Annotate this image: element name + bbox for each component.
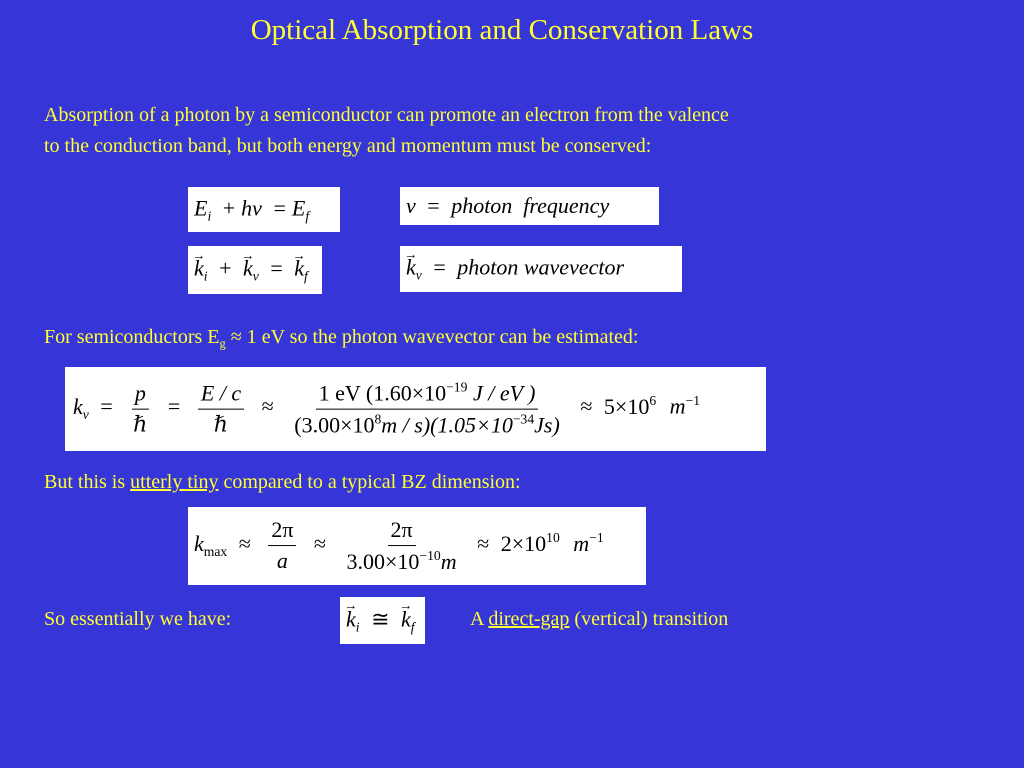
intro-line-2: to the conduction band, but both energy and momentum must be conserved: [44, 135, 652, 157]
photon-wavevector-estimate-equation: $k_\nu$ = $\frac{p}{\text{ℏ}}$ = $\frac{E / c}{\text{ℏ}}$ ≈ $\frac{1 eV (1.60\times 10^{-19} J / eV )}{(3.00\times 10^8m / s)(1.05\times 10^{-34}Js)}$ ≈ $5\times 10^6$ $m^{-1}$ [65, 367, 766, 451]
tiny-comparison-text: But this is utterly tiny compared to a typical BZ dimension: [44, 471, 521, 493]
brillouin-zone-kmax-equation: $k_{max}$ ≈ $\frac{2\pi}{a}$ ≈ $\frac{2\pi}{3.00\times 10^{-10}m}$ ≈ $2\times 10^{10}$ $m^{-1}$ [188, 507, 646, 585]
utterly-tiny-emphasis: utterly tiny [130, 471, 219, 493]
conclusion-label: So essentially we have: [44, 608, 232, 630]
momentum-conservation-equation: → $k_i$ + → $k_\nu$ = → $k_f$ [188, 246, 322, 294]
direct-gap-term: direct-gap [488, 608, 570, 630]
wavevector-conservation-result: → $k_i$ ≅ → $k_f$ [340, 597, 425, 644]
photon-frequency-definition: ν = photon frequency [400, 187, 659, 225]
intro-line-1: Absorption of a photon by a semiconductor can promote an electron from the valence [44, 104, 729, 126]
estimate-intro-text: For semiconductors $E_g \approx 1$ eV so the photon wavevector can be estimated: [44, 326, 639, 351]
direct-gap-transition-text: A direct-gap (vertical) transition [470, 608, 729, 630]
slide-title: Optical Absorption and Conservation Laws [250, 14, 754, 46]
energy-conservation-equation: $E_i + h\nu = E_f$ [188, 187, 340, 232]
photon-wavevector-definition: → $k_\nu$ = photon wavevector [400, 246, 682, 292]
